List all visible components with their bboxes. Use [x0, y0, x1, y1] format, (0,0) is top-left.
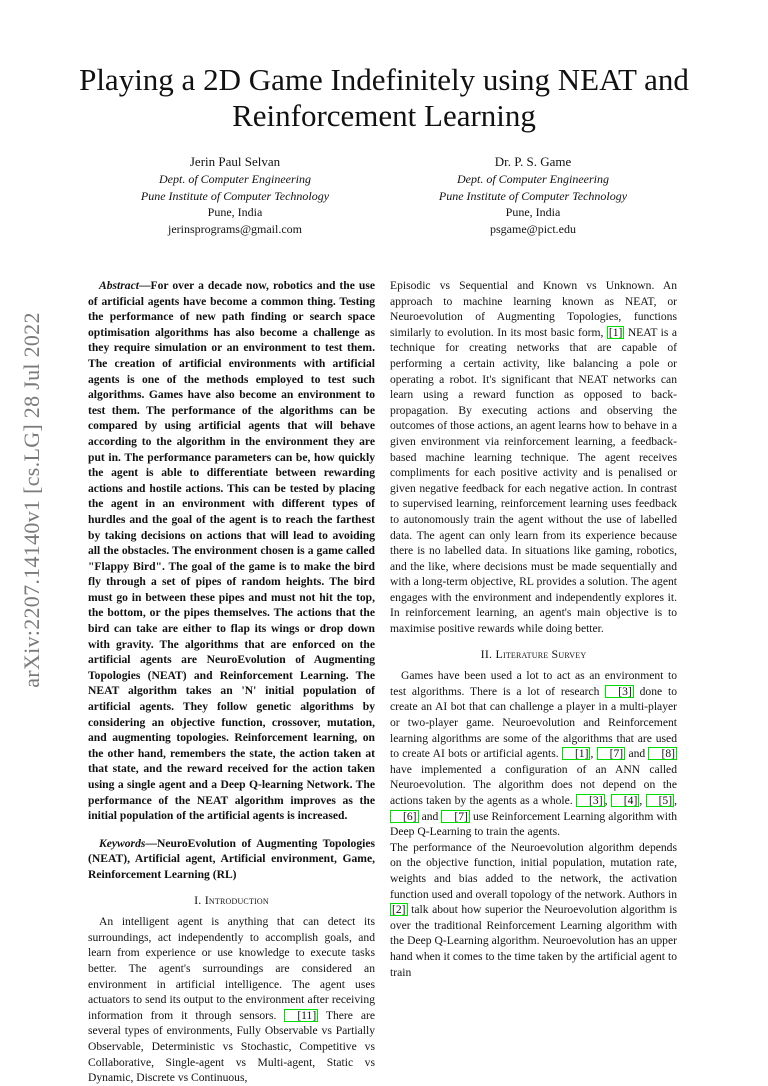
author-institute: Pune Institute of Computer Technology: [140, 188, 330, 203]
text-run: use Reinforcement Learning algorithm with Deep Q-Learning to train the agents.: [390, 809, 677, 839]
literature-paragraph: Games have been used a lot to act as an environment to test algorithms. There is a lot of research [3] done to create an AI bot that can challenge a player in a multi-player or two-player game. Neuroevolution and Reinforcement learning algorithms are some of the algorithms that are used to create AI bots or artificial agents. [1] , [7] and [8] have implemented a configuration of an ANN called Neuroevolution. The algorithm does not depend on the actions taken by the agents as a whole. [3] , [4] , [5] , [6] and [7] use Reinforcement Learning algorithm with Deep Q-Learning to train the agents.: [390, 669, 677, 839]
abstract-text: —For over a decade now, robotics and the use of artificial agents have become a common thing. Testing the performance of new path finding or search space optimisation algorithms has also become a challenge as they require simulation or an environment to test them. The creation of artificial environments with artificial agents is one of the methods employed to test such algorithms. Games have also become an environment to test them. The performance of the algorithms can be compared by using artificial agents that will behave according to the algorithm in the environment they are put in. The performance parameters can be, how quickly the agent is able to differentiate between rewarding actions and hostile actions. This can be tested by placing the agent in an environment with different types of hurdles and the goal of the agent is to reach the farthest by taking decisions on actions that will lead to avoiding all the obstacles. The environment chosen is a game called "Flappy Bird". The goal of the game is to make the bird fly through a set of pipes of random heights. The bird must go in between these pipes and must not hit the top, the bottom, or the pipes themselves. The actions that the bird can take are either to flap its wings or drop down with gravity. The algorithms that are enforced on the artificial agents are NeuroEvolution of Augmenting Topologies (NEAT) and Reinforcement Learning. The NEAT algorithm takes an 'N' initial population of artificial agents. They follow genetic algorithms by considering an objective function, crossover, mutation, and augmenting topologies. Reinforcement learning, on the other hand, remembers the state, the action taken at that state, and the reward received for the action taken using a single agent and a Deep Q-learning Network. The performance of the NEAT algorithm improves as the initial population of the artificial agents is increased.: [88, 279, 375, 823]
citation-link[interactable]: [5]: [646, 794, 675, 807]
text-run: and: [628, 747, 646, 761]
author-email[interactable]: jerinsprograms@gmail.com: [167, 221, 303, 236]
citation-link[interactable]: [11]: [284, 1009, 318, 1022]
text-run: and: [421, 809, 439, 823]
citation-link[interactable]: [7]: [441, 810, 470, 823]
text-run: have implemented a configuration of an ANN called Neuroevolution. The algorithm does not depend on the actions taken by the agents as a whole.: [390, 762, 677, 807]
arxiv-stamp: [20, 285, 44, 715]
citation-link[interactable]: [3]: [605, 685, 634, 698]
arxiv-stamp-text: arXiv:2207.14140v1 [cs.LG] 28 Jul 2022: [19, 312, 44, 688]
author-dept: Dept. of Computer Engineering: [457, 172, 609, 186]
author-location: Pune, India: [505, 205, 561, 219]
author-1: [100, 153, 370, 237]
abstract: [88, 278, 375, 824]
text-run: There are several types of environments, Fully Observable vs Partially Observable, Deterministic vs Stochastic, Competitive vs Collaborative, Single-agent vs Multi-agent, Static vs Dynamic, Discrete vs Continuous,: [88, 1008, 375, 1085]
text-run: done to create an AI bot that can challenge a player in a multi-player or two-player game. Neuroevolution and Reinforcement learning algorithms are some of the algorithms that are used to create AI bots or artificial agents.: [390, 684, 677, 761]
citation-link[interactable]: [3]: [576, 794, 605, 807]
citation-link[interactable]: [7]: [597, 747, 626, 760]
intro-paragraph: [88, 914, 375, 1086]
keywords-label: Keywords: [99, 836, 146, 850]
right-column: [390, 278, 677, 980]
abstract-label: Abstract: [99, 279, 139, 292]
keywords-text: —NeuroEvolution of Augmenting Topologies (NEAT), Artificial agent, Artificial environment, Game, Reinforcement Learning (RL): [88, 836, 375, 881]
author-institute: Pune Institute of Computer Technology: [438, 188, 628, 203]
text-run: Games have been used a lot to act as an environment to test algorithms. There is a lot of research: [390, 669, 677, 698]
citation-link[interactable]: [1]: [562, 747, 591, 760]
section-heading-literature-survey: II. Literature Survey: [480, 646, 587, 661]
citation-link[interactable]: [8]: [648, 747, 677, 760]
citation-link[interactable]: [4]: [611, 794, 640, 807]
author-email[interactable]: psgame@pict.edu: [489, 221, 577, 236]
keywords: [88, 836, 375, 883]
intro-paragraph-cont: [390, 278, 677, 637]
author-2: [398, 153, 668, 237]
author-name: Jerin Paul Selvan: [189, 154, 281, 169]
paper-title: Playing a 2D Game Indefinitely using NEAT and Reinforcement Learning: [79, 62, 689, 133]
text-run: NEAT is a technique for creating networks that are capable of performing a certain activity, like balancing a pole or operating a robot. It's significant that NEAT networks can learn using a reward function as opposed to back-propagation. By executing actions and observing the outcomes of those actions, an agent learns how to behave in a given environment via reinforcement learning, a feedback-based machine learning technique. The agent receives compliments for each positive activity and is penalised or given negative feedback for each negative action. In contrast to supervised learning, reinforcement learning uses feedback to autonomously train the agent without the use of labelled data. The agent can only learn from its experience because there is no labelled data. In situations like gaming, robotics, and the like, where decisions must be made sequentially and with a long-term objective, RL provides a solution. The agent engages with the environment and independently explores it. In reinforcement learning, an agent's main objective is to maximise positive rewards while doing better.: [390, 325, 677, 636]
text-run: An intelligent agent is anything that can detect its surroundings, act independently to accomplish goals, and learn from experience or use knowledge to execute tasks better. The agent's surroundings are considered an environment in artificial intelligence. The agent uses actuators to send its output to the environment after receiving information from it through sensors.: [88, 915, 375, 1022]
author-dept: Dept. of Computer Engineering: [159, 172, 311, 186]
section-heading-introduction: I. Introduction: [194, 892, 269, 907]
text-run: The performance of the Neuroevolution algorithm depends on the objective function, initial population, mutation rate, weights and bias added to the network, the activation function used and overall topology of the network. Authors in: [390, 840, 677, 901]
text-run: Episodic vs Sequential and Known vs Unknown. An approach to machine learning known as NEAT, or Neuroevolution of Augmenting Topologies, functions similarly to evolution. In its most basic form,: [390, 279, 677, 339]
text-run: talk about how superior the Neuroevolution algorithm is over the traditional Reinforcement Learning algorithm with the Deep Q-Learning algorithm. Neuroevolution has an upper hand when it comes to the time taken by the artificial agent to train: [390, 903, 677, 979]
author-name: Dr. P. S. Game: [494, 154, 572, 169]
literature-paragraph-2: [390, 840, 677, 980]
citation-link[interactable]: [1]: [608, 325, 623, 339]
citation-link[interactable]: [6]: [390, 810, 419, 823]
author-location: Pune, India: [207, 205, 263, 219]
left-column: [88, 278, 375, 1086]
citation-link[interactable]: [2]: [392, 903, 406, 917]
author-block: [100, 153, 668, 237]
